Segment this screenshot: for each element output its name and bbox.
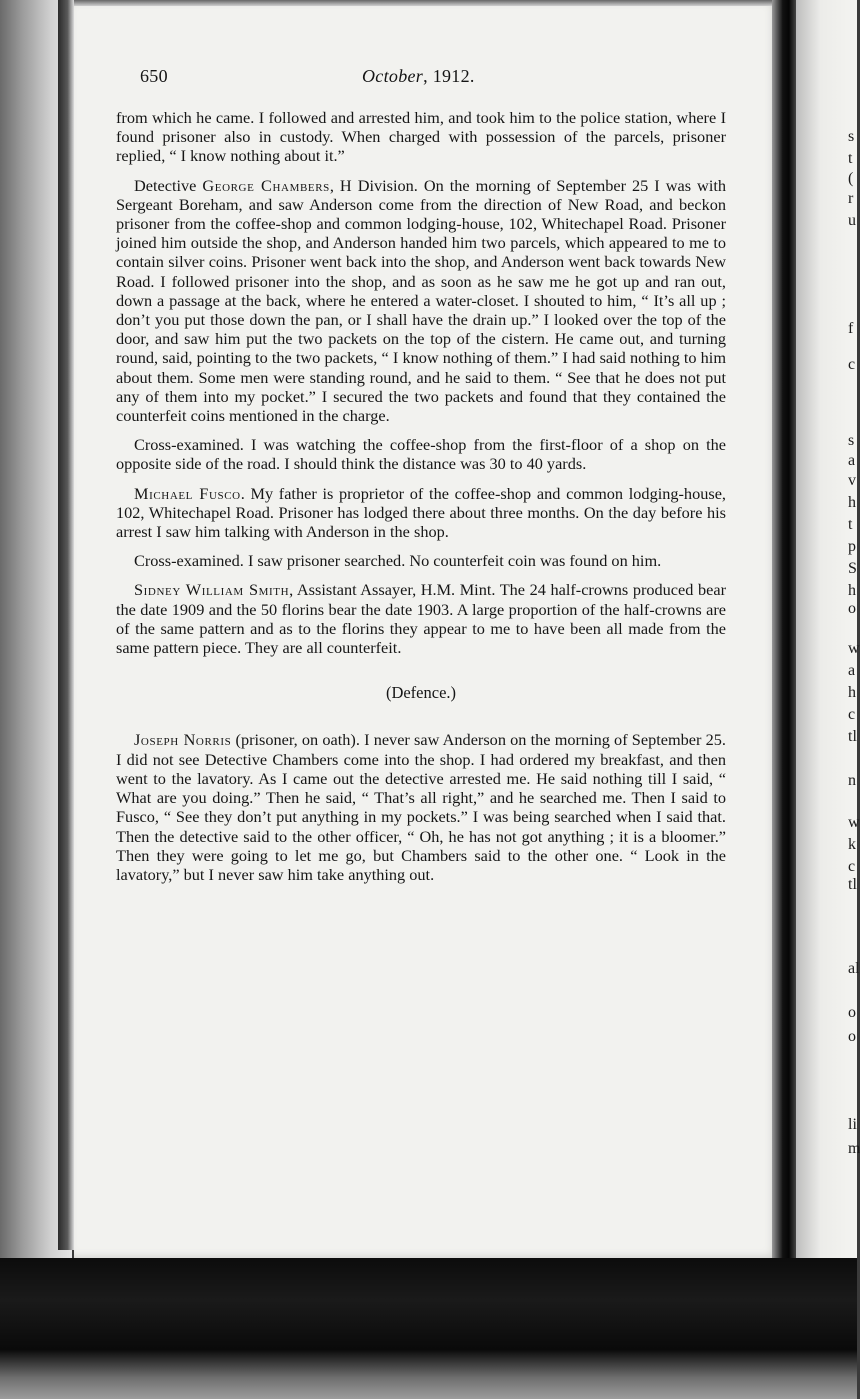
page-top-edge [74, 0, 780, 6]
witness-name: Michael Fusco [134, 483, 241, 503]
facing-page-fragment: h [848, 582, 856, 599]
binding-shadow-left [58, 0, 74, 1250]
witness-testimony: , Assistant Assayer, H.M. Mint. The 24 half-crowns produced bear the date 1909 and the 50 florins bear the date 1903. A large proportion of the half-crowns are of the same pattern and as to the florins they appear to me to have been all made from the same pattern piece. They are all counterfeit. [116, 580, 726, 658]
facing-page-fragment: li [848, 1116, 857, 1133]
facing-page-fragment: tl [848, 728, 857, 745]
facing-page-fragment: v [848, 472, 856, 489]
facing-page-fragment: h [848, 494, 856, 511]
facing-page-fragment: k [848, 836, 856, 853]
facing-page-fragment: s [848, 432, 855, 449]
running-head-year: , 1912. [423, 66, 475, 86]
facing-page-fragment: u [848, 212, 856, 229]
facing-page-fragment: t [848, 150, 853, 167]
witness-testimony: (prisoner, on oath). I never saw Anderson on the morning of September 25. I did not see Detective Chambers come into the shop. I had ordered my breakfast, and then went to the lavatory. As I came out the detective arrested me. He said nothing till I said, “ What are you doing.” Then he said, “ That’s all right,” and he searched me. Then I said to Fusco, “ See they don’t put anything in my pockets.” I was being searched when I said that. Then the detective said to the other officer, “ Oh, he has not got anything ; it is a bloomer.” Then they were going to let me go, but Chambers said to the other one. “ Look in the lavatory,” but I never saw him take anything out. [116, 730, 726, 884]
paragraph-chambers [116, 176, 726, 426]
witness-testimony: . My father is proprietor of the coffee-shop and common lodging-house, 102, Whitechapel Road. Prisoner has lodged there about three months. On the day before his arrest I saw him talking with Anderson in the shop. [116, 483, 726, 542]
facing-page [796, 0, 860, 1258]
paragraph-norris [116, 730, 726, 884]
paragraph-cross-examined-2: Cross-examined. I saw prisoner searched. No counterfeit coin was found on him. [134, 551, 662, 571]
facing-page-fragment: w [848, 640, 860, 657]
facing-page-fragment: al [848, 960, 860, 977]
facing-page-fragment: o [848, 600, 856, 617]
facing-page-fragment: c [848, 706, 856, 723]
facing-page-fragment: o [848, 1028, 856, 1045]
witness-name: Sidney William Smith [134, 580, 290, 600]
facing-page-fragment: o [848, 1004, 856, 1021]
page-body [116, 108, 726, 894]
witness-name: Joseph Norris [134, 730, 232, 750]
facing-page-fragment: c [848, 356, 856, 373]
facing-page-fragment: w [848, 814, 860, 831]
facing-page-fragment: ( [848, 170, 854, 187]
running-head [362, 66, 475, 87]
facing-page-fragment: n [848, 772, 856, 789]
witness-title: Detective [134, 175, 197, 195]
facing-page-fragment: h [848, 684, 856, 701]
facing-page-fragment: p [848, 538, 856, 555]
facing-page-fragment: a [848, 662, 856, 679]
witness-testimony: , H Division. On the morning of September 25 I was with Sergeant Boreham, and saw Anderson come from the direction of New Road, and beckon prisoner from the coffee-shop and common lodging-house, 102, Whitechapel Road. Prisoner joined him outside the shop, and Anderson handed him two parcels, which appeared to me to contain silver coins. Prisoner went back into the shop, and Anderson went back towards New Road. I followed prisoner into the shop, and as soon as he saw me he got up and ran out, down a passage at the back, where he entered a water-closet. I shouted to him, “ It’s all up ; don’t you put those down the pan, or I shall have the drain up.” I looked over the top of the door, and saw him put the two packets on the top of the cistern. He came out, and turning round, said, pointing to the two packets, “ I know nothing of them.” I had said nothing to him about them. Some men were standing round, and he said to them. “ See that he does not put any of them into my pocket.” I secured the two packets and found that they contained the counterfeit coins mentioned in the charge. [116, 175, 727, 426]
book-spine [772, 0, 796, 1260]
facing-page-fragment: c [848, 858, 856, 875]
facing-page-fragment: t [848, 516, 853, 533]
facing-page-fragment: r [848, 190, 854, 207]
facing-page-fragment: f [848, 320, 854, 337]
paragraph-cross-examined-1: Cross-examined. I was watching the coffee-shop from the first-floor of a shop on the opposite side of the road. I should think the distance was 30 to 40 yards. [116, 435, 726, 474]
section-heading-defence: (Defence.) [385, 683, 457, 703]
facing-page-fragment: S [848, 560, 857, 577]
paragraph-smith [116, 580, 726, 657]
paragraph-continuation: from which he came. I followed and arrested him, and took him to the police station, where I found prisoner also in custody. When charged with possession of the parcels, prisoner replied, “ I know nothing about it.” [116, 108, 726, 166]
scan-background [0, 1258, 857, 1399]
facing-page-fragment: s [848, 128, 855, 145]
facing-page-fragment: m [848, 1140, 860, 1157]
witness-name: George Chambers [202, 175, 330, 195]
paragraph-fusco [116, 484, 726, 542]
facing-page-fragment: tl [848, 876, 857, 893]
running-head-month: October [362, 66, 424, 86]
facing-page-fragment: a [848, 452, 856, 469]
page-header [140, 66, 720, 88]
page-number: 650 [140, 66, 168, 86]
